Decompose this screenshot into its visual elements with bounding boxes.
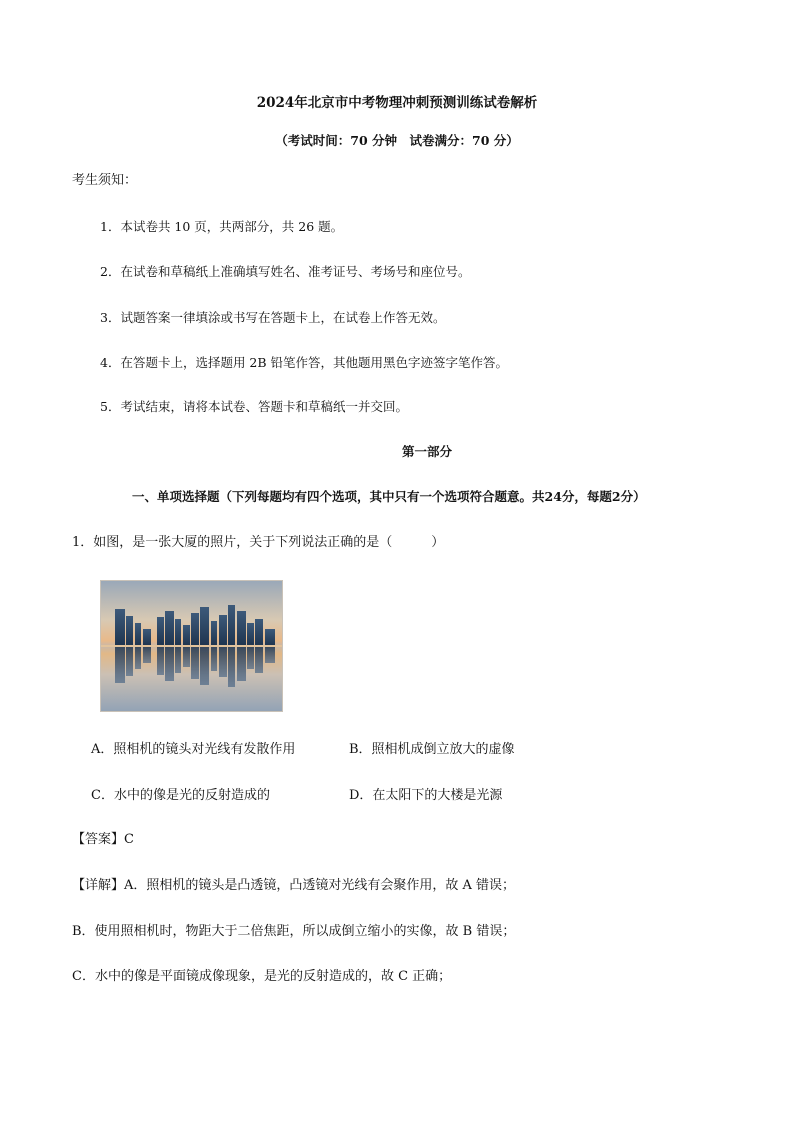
section-title: 第一部分 xyxy=(401,444,452,459)
explanation-line: B．使用照相机时，物距大于二倍焦距，所以成倒立缩小的实像，故 B 错误； xyxy=(72,924,516,939)
notice-heading: 考生须知： xyxy=(72,173,138,188)
notice-item: 4．在答题卡上，选择题用 2B 铅笔作答，其他题用黑色字迹签字笔作答。 xyxy=(100,355,509,370)
notice-item: 5．考试结束，请将本试卷、答题卡和草稿纸一并交回。 xyxy=(100,399,408,414)
skyline-photo xyxy=(100,580,283,712)
notice-item: 2．在试卷和草稿纸上准确填写姓名、准考证号、考场号和座位号。 xyxy=(100,264,471,279)
answer: 【答案】C xyxy=(72,832,134,847)
option-b: B．照相机成倒立放大的虚像 xyxy=(349,742,515,757)
notice-item: 3．试题答案一律填涂或书写在答题卡上，在试卷上作答无效。 xyxy=(100,310,446,325)
question-stem: 1．如图，是一张大厦的照片，关于下列说法正确的是（ ） xyxy=(72,535,445,550)
explanation-line: 【详解】A．照相机的镜头是凸透镜，凸透镜对光线有会聚作用，故 A 错误； xyxy=(72,878,516,893)
exam-info: （考试时间：70 分钟 试卷满分：70 分） xyxy=(275,133,519,148)
option-a: A．照相机的镜头对光线有发散作用 xyxy=(91,742,296,757)
document-title: 2024年北京市中考物理冲刺预测训练试卷解析 xyxy=(256,95,538,111)
question-type-heading: 一、单项选择题（下列每题均有四个选项，其中只有一个选项符合题意。共24分，每题2分） xyxy=(132,489,646,504)
notice-item: 1．本试卷共 10 页，共两部分，共 26 题。 xyxy=(100,219,344,234)
explanation-line: C．水中的像是平面镜成像现象，是光的反射造成的，故 C 正确； xyxy=(72,969,452,984)
option-d: D．在太阳下的大楼是光源 xyxy=(349,788,503,803)
option-c: C．水中的像是光的反射造成的 xyxy=(91,788,270,803)
